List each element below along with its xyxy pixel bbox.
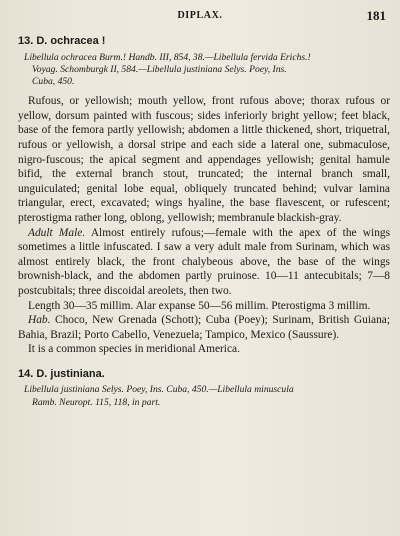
synonymy-line: Cuba, 450. (32, 76, 75, 87)
adult-male-paragraph (18, 226, 390, 299)
page-number: 181 (366, 8, 386, 23)
synonymy-line: Ramb. Neuropt. 115, 118, in part. (32, 396, 161, 408)
adult-male-label: Adult Male. (28, 226, 86, 239)
page-content (18, 34, 390, 415)
synonymy-line: Libellula justiniana Selys. Poey, Ins. Cuba, 450.—Libellula minuscula (24, 384, 294, 396)
running-head (0, 10, 400, 24)
synonymy-line: Voyag. Schomburgk II, 584.—Libellula justiniana Selys. Poey, Ins. (32, 63, 287, 75)
description-paragraph: Rufous, or yellowish; mouth yellow, front rufous above; thorax rufous or yellow, dorsum painted with fuscous; sides inferiorly bright yellow; feet black, base of the femora partly yellowish; abdomen a little thickened, short, triquetral, rufous or yellowish, a dorsal stripe and each side a lateral one, submaculose, nigro-fuscous; the apical segment and appendages yellowish; genital hamule bifid, the external branch stout, truncated; the internal branch small, unguiculated; genital lobe equal, obliquely truncated behind; vulvar lamina triangular, erect, excavated; wings hyaline, the base flavescent, or rufescent; pterostigma rather long, oblong, yellowish; membranule blackish-gray. (18, 95, 390, 224)
running-head-title: DIPLAX. (177, 10, 223, 21)
species-heading: 13. D. ochracea ! (18, 35, 106, 47)
habitat-text: Choco, New Grenada (Schott); Cuba (Poey); Surinam, British Guiana; Bahia, Brazil; Porto Cabello, Venezuela; Tampico, Mexico (Saussure). (18, 314, 390, 341)
synonymy-block (18, 52, 390, 89)
habitat-label: Hab. (28, 314, 51, 327)
species-heading: 14. D. justiniana. (18, 367, 105, 380)
synonymy-block (18, 384, 390, 408)
note-paragraph: It is a common species in meridional America. (28, 343, 240, 356)
adult-male-text: Almost entirely rufous;—female with the apex of the wings sometimes a little infuscated. I saw a very adult male from Surinam, which was almost entirely black, the front chalybeous above, the base of the wings brownish-black, and the abdomen partly pruinose. 10—11 antecubitals; 7—8 postcubitals; three discoidal areolets, then two. (18, 226, 391, 297)
habitat-paragraph (18, 313, 390, 342)
synonymy-line: Libellula ochracea Burm.! Handb. III, 854, 38.—Libellula fervida Erichs.! (24, 51, 311, 63)
length-paragraph: Length 30—35 millim. Alar expanse 50—56 millim. Pterostigma 3 millim. (28, 299, 371, 312)
